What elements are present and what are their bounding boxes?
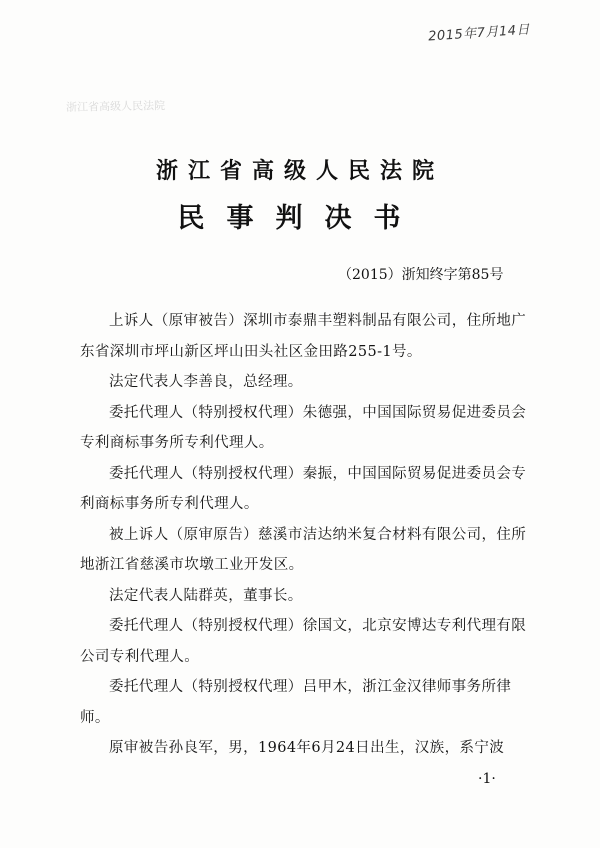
bleed-through-text: 浙江省高级人民法院: [65, 99, 166, 114]
judgment-body: [80, 306, 530, 764]
court-name: 浙江省高级人民法院: [155, 158, 444, 184]
paragraph-appellee-agent-2: 委托代理人（特别授权代理）吕甲木，浙江金汉律师事务所律师。: [80, 679, 512, 726]
handwritten-date-note: 2015年7月14日: [427, 22, 531, 45]
paragraph-appellee: 被上诉人（原审原告）慈溪市洁达纳米复合材料有限公司，住所地浙江省慈溪市坎墩工业开发区。: [80, 526, 527, 573]
paragraph-appellee-legal-rep: 法定代表人陆群英，董事长。: [109, 587, 303, 604]
paragraph-appellee-agent-1: 委托代理人（特别授权代理）徐国文，北京安博达专利代理有限公司专利代理人。: [80, 618, 527, 665]
page-number: ·1·: [478, 771, 496, 787]
paragraph-appellant: 上诉人（原审被告）深圳市泰鼎丰塑料制品有限公司，住所地广东省深圳市坪山新区坪山田头社区金田路255-1号。: [80, 313, 527, 360]
paragraph-appellant-agent-2: 委托代理人（特别授权代理）秦振，中国国际贸易促进委员会专利商标事务所专利代理人。: [80, 465, 527, 512]
paragraph-original-defendant: 原审被告孙良军，男，1964年6月24日出生，汉族，系宁波: [109, 740, 505, 756]
case-number: （2015）浙知终字第85号: [338, 267, 504, 283]
paragraph-appellant-agent-1: 委托代理人（特别授权代理）朱德强，中国国际贸易促进委员会专利商标事务所专利代理人。: [80, 404, 527, 451]
document-title: 民事判决书: [177, 203, 423, 234]
paragraph-appellant-legal-rep: 法定代表人李善良，总经理。: [109, 374, 303, 390]
